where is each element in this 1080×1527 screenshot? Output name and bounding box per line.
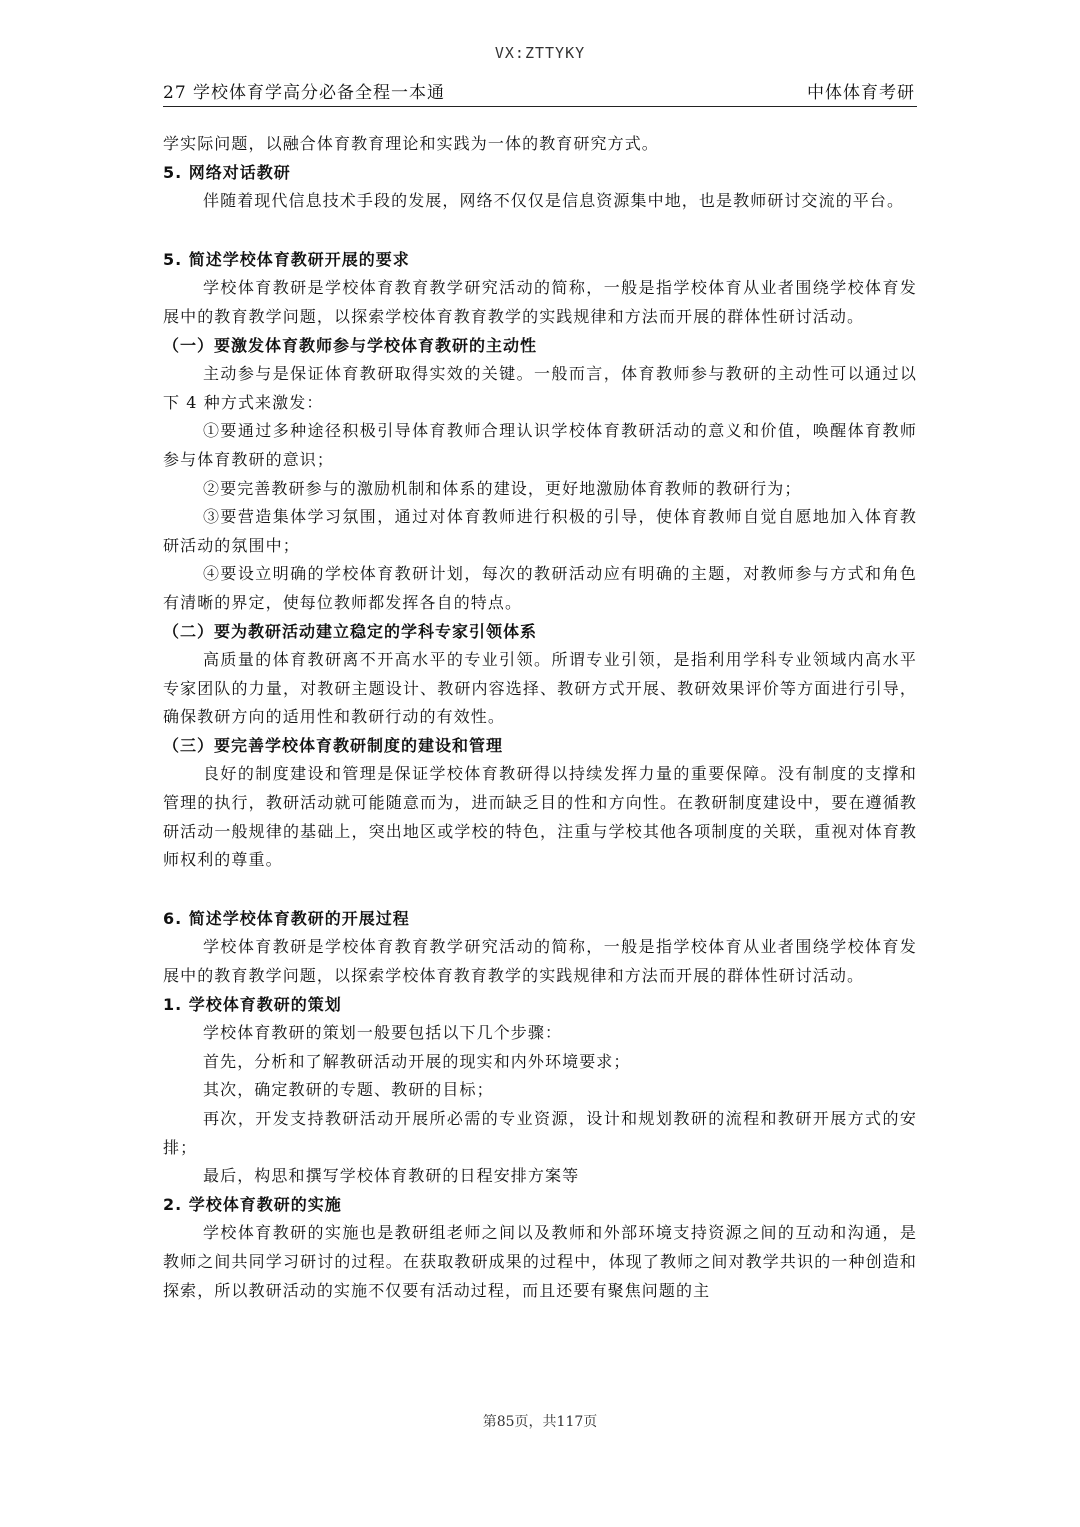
paragraph: 最后，构思和撰写学校体育教研的日程安排方案等	[203, 1166, 580, 1186]
section-heading: （二）要为教研活动建立稳定的学科专家引领体系	[163, 621, 538, 641]
header-publisher: 中体体育考研	[807, 83, 915, 103]
section-heading: 6. 简述学校体育教研的开展过程	[163, 908, 410, 928]
paragraph: 主动参与是保证体育教研取得实效的关键。一般而言，体育教师参与教研的主动性可以通过以下 4 种方式来激发：	[163, 364, 917, 412]
paragraph: ①要通过多种途径积极引导体育教师合理认识学校体育教研活动的意义和价值，唤醒体育教师参与体育教研的意识；	[163, 421, 917, 469]
section-gap	[163, 216, 917, 246]
paragraph: 再次，开发支持教研活动开展所必需的专业资源，设计和规划教研的流程和教研开展方式的安排；	[163, 1109, 917, 1157]
paragraph: ③要营造集体学习氛围，通过对体育教师进行积极的引导，使体育教师自觉自愿地加入体育教研活动的氛围中；	[163, 507, 917, 555]
paragraph: 良好的制度建设和管理是保证学校体育教研得以持续发挥力量的重要保障。没有制度的支撑和管理的执行，教研活动就可能随意而为，进而缺乏目的性和方向性。在教研制度建设中，要在遵循教研活动一般规律的基础上，突出地区或学校的特色，注重与学校其他各项制度的关联，重视对体育教师权利的尊重。	[163, 764, 917, 870]
paragraph: 伴随着现代信息技术手段的发展，网络不仅仅是信息资源集中地，也是教师研讨交流的平台。	[203, 191, 905, 211]
section-heading: 2. 学校体育教研的实施	[163, 1194, 342, 1214]
page-header	[163, 78, 917, 107]
section-gap	[163, 875, 917, 905]
paragraph: 学校体育教研是学校体育教育教学研究活动的简称，一般是指学校体育从业者围绕学校体育发展中的教育教学问题，以探索学校体育教育教学的实践规律和方法而开展的群体性研讨活动。	[163, 278, 917, 326]
header-book-title: 27 学校体育学高分必备全程一本通	[163, 83, 446, 103]
paragraph: ②要完善教研参与的激励机制和体系的建设，更好地激励体育教师的教研行为；	[203, 478, 802, 498]
document-body	[163, 130, 917, 1305]
paragraph: 学校体育教研的实施也是教研组老师之间以及教师和外部环境支持资源之间的互动和沟通，是教师之间共同学习研讨的过程。在获取教研成果的过程中，体现了教师之间对教学共识的一种创造和探索，所以教研活动的实施不仅要有活动过程，而且还要有聚焦问题的主	[163, 1223, 917, 1300]
section-heading: 5. 网络对话教研	[163, 162, 291, 182]
paragraph: 学校体育教研是学校体育教育教学研究活动的简称，一般是指学校体育从业者围绕学校体育发展中的教育教学问题，以探索学校体育教育教学的实践规律和方法而开展的群体性研讨活动。	[163, 937, 917, 986]
watermark: VX:ZTTYKY	[494, 44, 586, 62]
section-heading: 1. 学校体育教研的策划	[163, 994, 342, 1014]
paragraph: ④要设立明确的学校体育教研计划，每次的教研活动应有明确的主题，对教师参与方式和角色有清晰的界定，使每位教师都发挥各自的特点。	[163, 564, 917, 612]
section-heading: 5. 简述学校体育教研开展的要求	[163, 249, 410, 269]
section-heading: （一）要激发体育教师参与学校体育教研的主动性	[163, 335, 538, 355]
paragraph: 首先，分析和了解教研活动开展的现实和内外环境要求；	[203, 1051, 631, 1071]
paragraph: 其次，确定教研的专题、教研的目标；	[203, 1080, 494, 1100]
paragraph: 学实际问题，以融合体育教育理论和实践为一体的教育研究方式。	[163, 134, 659, 153]
paragraph: 高质量的体育教研离不开高水平的专业引领。所谓专业引领，是指利用学科专业领域内高水平专家团队的力量，对教研主题设计、教研内容选择、教研方式开展、教研效果评价等方面进行引导，确保教研方向的适用性和教研行动的有效性。	[163, 650, 917, 727]
page-number: 第85页，共117页	[482, 1414, 598, 1430]
paragraph: 学校体育教研的策划一般要包括以下几个步骤：	[203, 1023, 563, 1043]
section-heading: （三）要完善学校体育教研制度的建设和管理	[163, 735, 504, 755]
